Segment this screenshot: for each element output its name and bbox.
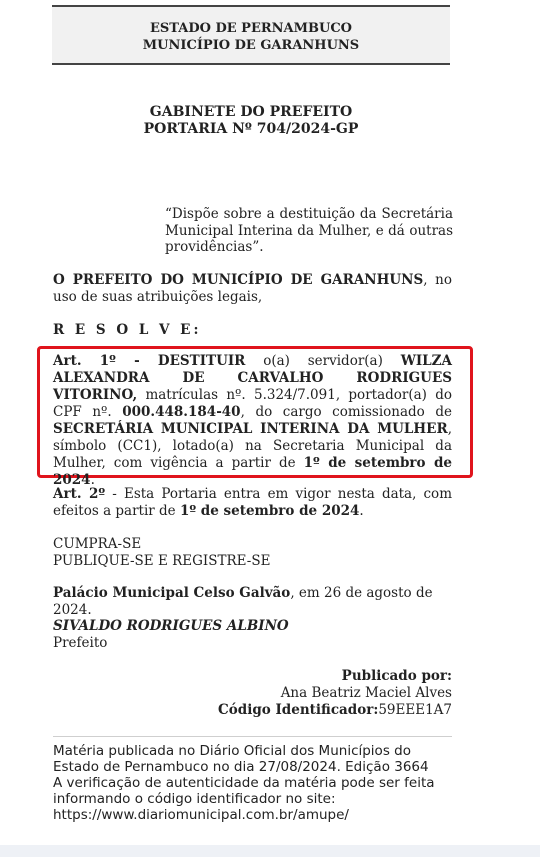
document-title xyxy=(52,104,450,138)
article-1 xyxy=(53,353,452,489)
preamble-rest: , no uso de suas atribuições legais, xyxy=(53,272,452,305)
art1-cargo: SECRETÁRIA MUNICIPAL INTERINA DA MULHER xyxy=(53,421,448,437)
preamble-bold: O PREFEITO DO MUNICÍPIO DE GARANHUNS xyxy=(53,272,424,288)
footer-publication-info: Matéria publicada no Diário Oficial dos Municípios do Estado de Pernambuco no dia 27/08/2024. Edição 3664 xyxy=(53,743,429,775)
art1-label: Art. 1º - DESTITUIR xyxy=(53,353,246,369)
closing xyxy=(53,536,452,570)
art1-date: 1º de setembro de 2024 xyxy=(53,455,452,488)
place-bold: Palácio Municipal Celso Galvão xyxy=(53,585,291,601)
art1-text-1: o(a) servidor(a) xyxy=(245,353,401,369)
resolve-heading: R E S O L V E: xyxy=(53,322,202,338)
footer-divider xyxy=(53,736,452,737)
footer-notice xyxy=(53,743,453,823)
art1-text-3: , do cargo comissionado de xyxy=(240,404,452,420)
bottom-bar xyxy=(0,845,540,857)
ordinance-number: PORTARIA Nº 704/2024-GP xyxy=(143,121,359,137)
state-name: ESTADO DE PERNAMBUCO xyxy=(149,21,353,36)
art2-text-1: - Esta Portaria entra em vigor nesta data, com efeitos a partir de xyxy=(53,486,452,519)
article-2 xyxy=(53,486,452,520)
municipality-name: MUNICÍPIO DE GARANHUNS xyxy=(142,38,360,53)
signer-name: SIVALDO RODRIGUES ALBINO xyxy=(53,618,289,634)
art1-text-2: matrículas nº. 5.324/7.091, portador(a) do CPF nº. xyxy=(53,387,452,420)
published-by-label: Publicado por: xyxy=(341,668,452,684)
art1-text-5: . xyxy=(90,472,95,488)
publisher-name: Ana Beatriz Maciel Alves xyxy=(280,685,452,701)
identifier-code xyxy=(53,702,452,719)
signer-role: Prefeito xyxy=(53,635,108,651)
art1-cpf: 000.448.184-40 xyxy=(122,404,241,420)
ementa: “Dispõe sobre a destituição da Secretária Municipal Interina da Mulher, e dá outras providências”. xyxy=(165,206,453,255)
art2-text-2: . xyxy=(359,503,364,519)
place-date xyxy=(53,585,452,619)
document-header xyxy=(52,5,450,65)
signature-block xyxy=(53,618,452,652)
art1-name: WILZA ALEXANDRA DE CARVALHO RODRIGUES VITORINO, xyxy=(53,353,452,403)
art2-date: 1º de setembro de 2024 xyxy=(179,503,360,519)
art1-text-4: , símbolo (CC1), lotado(a) na Secretaria Municipal da Mulher, com vigência a partir de xyxy=(53,421,452,471)
code-value: 59EEE1A7 xyxy=(378,702,452,718)
footer-verification-info: A verificação de autenticidade da matéria pode ser feita informando o código identificador no site: https://www.diariomunicipal.com.br/amupe/ xyxy=(53,775,435,823)
publication-block xyxy=(53,668,452,719)
art2-label: Art. 2º xyxy=(53,486,106,502)
place-rest: , em 26 de agosto de 2024. xyxy=(53,585,433,618)
preamble xyxy=(53,272,452,306)
closing-line-2: PUBLIQUE-SE E REGISTRE-SE xyxy=(53,553,271,569)
office-title: GABINETE DO PREFEITO xyxy=(149,104,353,120)
code-label: Código Identificador: xyxy=(218,702,379,718)
closing-line-1: CUMPRA-SE xyxy=(53,536,142,552)
